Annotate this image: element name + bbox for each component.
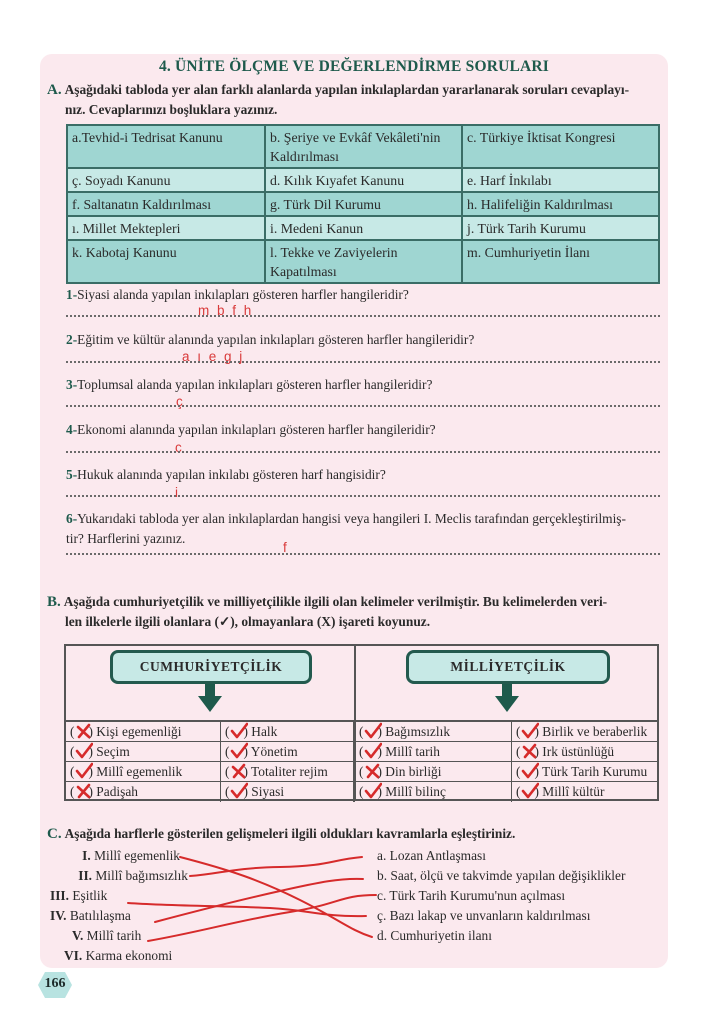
paren: ) [534, 784, 539, 799]
principle-label: Irk üstünlüğü [542, 744, 615, 759]
principle-cell[interactable] [66, 762, 221, 781]
x-mark-icon [230, 762, 248, 780]
paren: ( [70, 744, 75, 759]
paren: ) [243, 724, 248, 739]
paren: ) [534, 744, 539, 759]
paren: ) [88, 784, 93, 799]
header-cumhuriyetcilik: CUMHURİYETÇİLİK [110, 650, 312, 684]
section-c-letter: C. [47, 826, 62, 842]
question-3 [66, 375, 660, 395]
checkmark-icon [364, 782, 382, 800]
question-text: Toplumsal alanda yapılan inkılapları gösteren harfler hangileridir? [77, 377, 433, 392]
table-cell: m. Cumhuriyetin İlanı [462, 240, 659, 283]
paren: ( [516, 764, 521, 779]
arrow-down-icon [198, 696, 222, 712]
paren: ) [377, 724, 382, 739]
table-row [67, 240, 659, 283]
page-number: 166 [44, 976, 66, 991]
answer-line-2[interactable] [66, 361, 660, 363]
section-b-letter: B. [47, 594, 61, 610]
answer-4[interactable]: c [175, 440, 184, 455]
match-right-d[interactable]: d. Cumhuriyetin ilanı [377, 928, 492, 943]
question-number: 2- [66, 332, 78, 347]
question-number: 6- [66, 511, 78, 526]
table-row [66, 782, 657, 802]
principle-label: Padişah [96, 784, 138, 799]
paren: ) [377, 784, 382, 799]
match-left-text: Millî bağımsızlık [95, 868, 188, 883]
answer-line-5[interactable] [66, 495, 660, 497]
principle-label: Yönetim [250, 744, 298, 759]
paren: ( [516, 784, 521, 799]
section-a-line1: Aşağıdaki tabloda yer alan farklı alanlarda yapılan inkılaplardan yararlanarak soruları cevaplayı- [64, 82, 630, 97]
paren: ( [225, 784, 230, 799]
question-number: 3- [66, 377, 78, 392]
question-text: Eğitim ve kültür alanında yapılan inkılapları gösteren harfler hangileridir? [77, 332, 475, 347]
table-cell: f. Saltanatın Kaldırılması [67, 192, 265, 216]
match-left-3[interactable] [50, 886, 130, 906]
table-cell: ı. Millet Mektepleri [67, 216, 265, 240]
match-right-a[interactable]: a. Lozan Antlaşması [377, 848, 486, 863]
principle-cell[interactable] [512, 782, 657, 802]
principle-cell[interactable] [355, 762, 512, 781]
question-text: Ekonomi alanında yapılan inkılapları gösteren harfler hangileridir? [77, 422, 436, 437]
checkmark-icon [364, 742, 382, 760]
section-a-letter: A. [47, 82, 62, 98]
principle-cell[interactable] [512, 722, 657, 741]
principle-cell[interactable] [355, 722, 512, 741]
section-b-line1: Aşağıda cumhuriyetçilik ve milliyetçilikle ilgili olan kelimeler verilmiştir. Bu kelimelerden veri- [63, 594, 608, 609]
checkmark-icon [75, 742, 93, 760]
x-mark-icon [364, 762, 382, 780]
page-number-badge [38, 972, 72, 998]
x-mark-icon [75, 722, 93, 740]
paren: ( [225, 744, 230, 759]
table-row [67, 125, 659, 168]
section-a-line2: nız. Cevaplarınızı boşluklara yazınız. [65, 102, 278, 117]
checkmark-icon [521, 722, 539, 740]
principle-cell[interactable] [512, 742, 657, 761]
match-right-ç[interactable]: ç. Bazı lakap ve unvanların kaldırılması [377, 908, 591, 923]
table-cell: d. Kılık Kıyafet Kanunu [265, 168, 462, 192]
principle-label: Siyasi [251, 784, 285, 799]
match-left-text: Eşitlik [72, 888, 108, 903]
answer-line-1[interactable] [66, 315, 660, 317]
answer-line-3[interactable] [66, 405, 660, 407]
principle-label: Millî kültür [542, 784, 605, 799]
arrow-down-icon [502, 684, 512, 696]
arrow-down-icon [205, 684, 215, 696]
paren: ) [243, 784, 248, 799]
principle-label: Türk Tarih Kurumu [542, 764, 648, 779]
table-cell: b. Şeriye ve Evkâf Vekâleti'nin Kaldırılması [265, 125, 462, 168]
principle-label: Millî tarih [385, 744, 440, 759]
table-cell: k. Kabotaj Kanunu [67, 240, 265, 283]
principle-cell[interactable] [221, 722, 355, 741]
table-row [66, 722, 657, 742]
paren: ) [243, 744, 248, 759]
answer-5[interactable]: i [175, 485, 180, 500]
table-cell: l. Tekke ve Zaviyelerin Kapatılması [265, 240, 462, 283]
question-2 [66, 330, 660, 350]
paren: ( [70, 764, 75, 779]
match-left-4[interactable] [50, 906, 160, 926]
checkmark-icon [230, 742, 248, 760]
principle-label: Totaliter rejim [251, 764, 328, 779]
answer-line-6[interactable] [66, 553, 660, 555]
question-1 [66, 285, 660, 305]
arrow-down-icon [495, 696, 519, 712]
paren: ( [225, 764, 230, 779]
checkmark-icon [521, 782, 539, 800]
answer-2[interactable]: a ı e g j [182, 349, 245, 364]
answer-line-4[interactable] [66, 451, 660, 453]
question-text-cont: tir? Harflerini yazınız. [66, 531, 186, 546]
checkmark-icon [75, 762, 93, 780]
roman-numeral: I. [82, 848, 91, 863]
principle-label: Millî bilinç [385, 784, 446, 799]
paren: ) [377, 764, 382, 779]
revolutions-table [66, 124, 660, 284]
table-row [67, 168, 659, 192]
principle-cell[interactable] [66, 722, 221, 741]
question-5 [66, 465, 660, 485]
paren: ) [88, 764, 93, 779]
question-number: 1- [66, 287, 78, 302]
principle-cell[interactable] [355, 742, 512, 761]
question-text: Yukarıdaki tabloda yer alan inkılaplardan hangisi veya hangileri I. Meclis tarafından gerçekleştirilmiş- [77, 511, 626, 526]
paren: ) [377, 744, 382, 759]
answer-3[interactable]: ç [176, 394, 185, 409]
table-row [67, 216, 659, 240]
section-b-line2: len ilkelerle ilgili olanlara (✓), olmayanlara (X) işareti koyunuz. [65, 614, 431, 629]
paren: ( [70, 724, 75, 739]
principles-table [64, 644, 659, 801]
section-c-text: Aşağıda harflerle gösterilen gelişmeleri ilgili oldukları kavramlarla eşleştiriniz. [64, 826, 516, 841]
question-text: Siyasi alanda yapılan inkılapları gösteren harfler hangileridir? [77, 287, 409, 302]
paren: ) [534, 724, 539, 739]
roman-numeral: II. [78, 868, 93, 883]
table-row [66, 742, 657, 762]
roman-numeral: VI. [64, 948, 83, 963]
paren: ( [359, 784, 364, 799]
header-milliyetcilik: MİLLİYETÇİLİK [406, 650, 610, 684]
paren: ( [70, 784, 75, 799]
x-mark-icon [521, 742, 539, 760]
principle-label: Din birliği [385, 764, 442, 779]
table-cell: h. Halifeliğin Kaldırılması [462, 192, 659, 216]
checkmark-icon [521, 762, 539, 780]
table-cell: e. Harf İnkılabı [462, 168, 659, 192]
match-left-text: Karma ekonomi [85, 948, 173, 963]
page-title: 4. ÜNİTE ÖLÇME VE DEĞERLENDİRME SORULARI [158, 58, 550, 75]
table-cell: j. Türk Tarih Kurumu [462, 216, 659, 240]
roman-numeral: III. [50, 888, 69, 903]
principle-cell[interactable] [221, 742, 355, 761]
match-left-text: Batılılaşma [69, 908, 131, 923]
table-cell: c. Türkiye İktisat Kongresi [462, 125, 659, 168]
roman-numeral: V. [72, 928, 84, 943]
paren: ) [88, 744, 93, 759]
paren: ( [359, 744, 364, 759]
principle-cell[interactable] [221, 782, 355, 802]
x-mark-icon [75, 782, 93, 800]
match-left-text: Millî tarih [86, 928, 142, 943]
question-number: 4- [66, 422, 78, 437]
principle-label: Kişi egemenliği [96, 724, 182, 739]
table-cell: a.Tevhid-i Tedrisat Kanunu [67, 125, 265, 168]
section-a-instruction [47, 80, 667, 120]
paren: ( [516, 724, 521, 739]
principle-cell[interactable] [221, 762, 355, 781]
principle-label: Halk [251, 724, 278, 739]
question-text: Hukuk alanında yapılan inkılabı gösteren harf hangisidir? [77, 467, 386, 482]
principles-grid [66, 720, 657, 802]
principle-label: Millî egemenlik [96, 764, 183, 779]
paren: ) [534, 764, 539, 779]
question-6 [66, 509, 660, 549]
match-left-1[interactable] [60, 846, 180, 866]
section-c-instruction [47, 824, 667, 844]
principle-cell[interactable] [66, 742, 221, 761]
principle-cell[interactable] [355, 782, 512, 802]
principle-label: Seçim [96, 744, 130, 759]
table-cell: ç. Soyadı Kanunu [67, 168, 265, 192]
roman-numeral: IV. [50, 908, 67, 923]
principle-label: Birlik ve beraberlik [542, 724, 648, 739]
checkmark-icon [230, 722, 248, 740]
match-left-5[interactable] [72, 926, 182, 946]
match-right-c[interactable]: c. Türk Tarih Kurumu'nun açılması [377, 888, 566, 903]
paren: ) [243, 764, 248, 779]
checkmark-icon [230, 782, 248, 800]
match-left-2[interactable] [60, 866, 188, 886]
paren: ( [359, 724, 364, 739]
principle-cell[interactable] [66, 782, 221, 802]
table-row [67, 192, 659, 216]
match-right-b[interactable]: b. Saat, ölçü ve takvimde yapılan değişiklikler [377, 868, 626, 883]
table-row [66, 762, 657, 782]
answer-1[interactable]: m b f h [198, 303, 254, 318]
section-b-instruction [47, 592, 667, 632]
checkmark-icon [364, 722, 382, 740]
principle-cell[interactable] [512, 762, 657, 781]
answer-6[interactable]: f [283, 540, 289, 555]
paren: ( [359, 764, 364, 779]
paren: ( [225, 724, 230, 739]
match-left-text: Millî egemenlik [94, 848, 180, 863]
match-left-6[interactable] [64, 946, 194, 966]
paren: ) [88, 724, 93, 739]
question-number: 5- [66, 467, 78, 482]
table-cell: g. Türk Dil Kurumu [265, 192, 462, 216]
table-cell: i. Medeni Kanun [265, 216, 462, 240]
principle-label: Bağımsızlık [385, 724, 451, 739]
question-4 [66, 420, 660, 440]
paren: ( [516, 744, 521, 759]
